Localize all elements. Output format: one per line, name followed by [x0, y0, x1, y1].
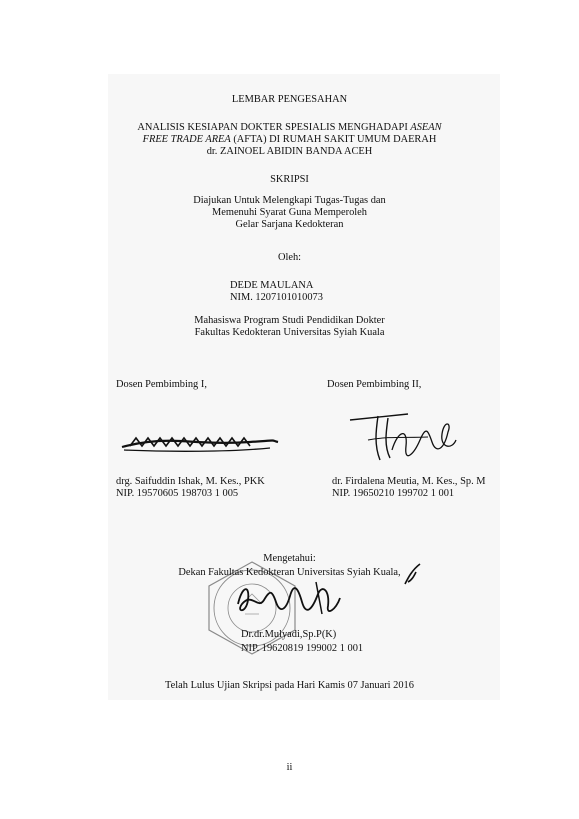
supervisor-2-nip: NIP. 19650210 199702 1 001 [332, 488, 455, 499]
exam-passed-note: Telah Lulus Ujian Skripsi pada Hari Kamis 07 Januari 2016 [165, 680, 414, 691]
supervisor-2-signature [348, 410, 458, 465]
title-line-2-text: (AFTA) DI RUMAH SAKIT UMUM DAERAH [230, 134, 437, 145]
supervisor-1-nip: NIP. 19570605 198703 1 005 [116, 488, 239, 499]
title-line-2-italic: FREE TRADE AREA [142, 134, 231, 145]
supervisor-1-name: drg. Saifuddin Ishak, M. Kes., PKK [116, 476, 265, 487]
supervisor-1-role: Dosen Pembimbing I, [116, 379, 207, 390]
page-header: LEMBAR PENGESAHAN [231, 94, 348, 105]
supervisor-1-signature [120, 432, 280, 456]
page-number: ii [286, 762, 293, 773]
approval-label: Mengetahui: [263, 553, 316, 564]
title-line-1-text: ANALISIS KESIAPAN DOKTER SPESIALIS MENGHADAPI [137, 122, 411, 133]
purpose-line-1: Diajukan Untuk Melengkapi Tugas-Tugas dan [193, 195, 386, 206]
student-nim: NIM. 1207101010073 [230, 292, 323, 303]
dean-signature [232, 580, 344, 620]
title-line-1-italic: ASEAN [410, 122, 442, 133]
supervisor-2-role: Dosen Pembimbing II, [327, 379, 422, 390]
dean-position: Dekan Fakultas Kedokteran Universitas Syiah Kuala, [178, 567, 401, 578]
purpose-line-2: Memenuhi Syarat Guna Memperoleh [212, 207, 367, 218]
dean-nip: NIP. 19620819 199002 1 001 [241, 643, 364, 654]
dean-name: Dr.dr.Mulyadi,Sp.P(K) [241, 629, 337, 640]
purpose-line-3: Gelar Sarjana Kedokteran [235, 219, 344, 230]
by-label: Oleh: [277, 252, 302, 263]
thesis-title-line-2 [0, 134, 579, 146]
document-type: SKRIPSI [270, 174, 309, 185]
thesis-title-line-1 [0, 122, 579, 134]
thesis-title-line-3: dr. ZAINOEL ABIDIN BANDA ACEH [206, 146, 373, 157]
dean-paraph-mark [402, 562, 424, 586]
program-line-1: Mahasiswa Program Studi Pendidikan Dokter [194, 315, 385, 326]
student-name: DEDE MAULANA [230, 280, 314, 291]
supervisor-2-name: dr. Firdalena Meutia, M. Kes., Sp. M [332, 476, 486, 487]
program-line-2: Fakultas Kedokteran Universitas Syiah Kuala [194, 327, 385, 338]
